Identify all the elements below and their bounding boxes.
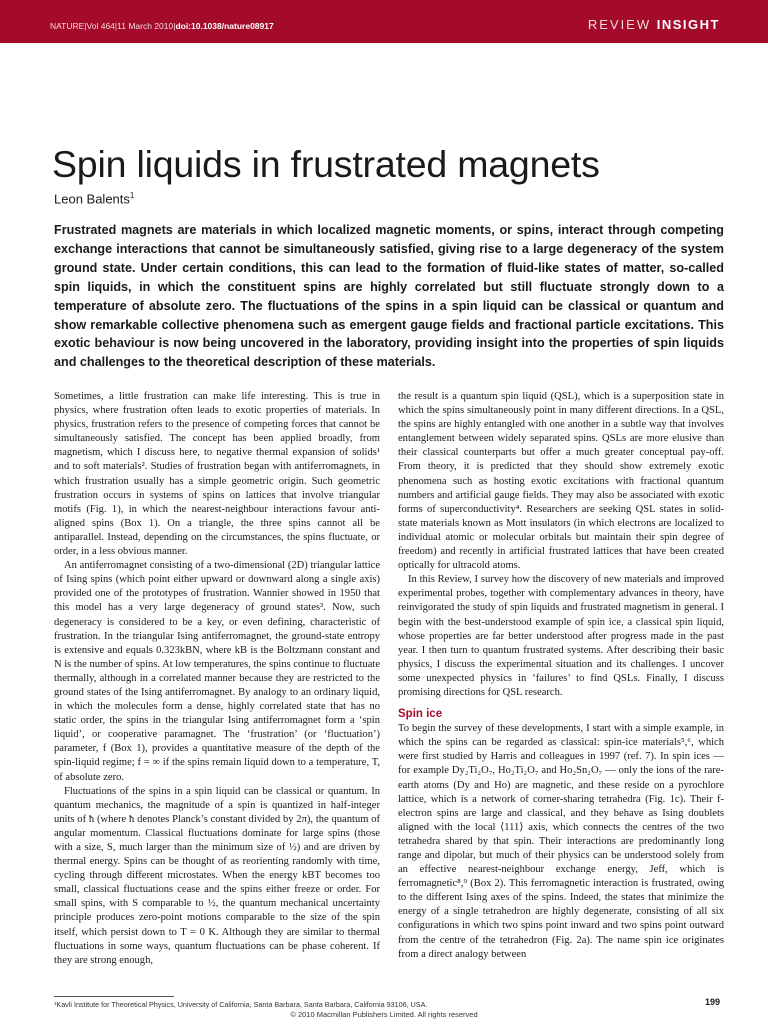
- body-paragraph: Fluctuations of the spins in a spin liquid can be classical or quantum. In quantum mechanics, the magnitude of a spin is quantized in half-integer units of ħ (where ħ denotes Planck’s constant divided by 2π), the quantum of angular momentum. Classical fluctuations dominate for large spins (those with a size, S, much larger than the minimum size of ½) and are driven by thermal energy. Spins can be thought of as reorienting randomly with time, cycling through different microstates. When the energy kBT becomes too small, classical fluctuations cease and the spins either freeze or order. For small spins, with S comparable to ½, the quantum mechanical uncertainty principle produces zero-point motions comparable to the size of the spin itself, which persist down to T = 0 K. Although they are similar to thermal fluctuations in some ways, quantum fluctuations can be phase coherent. If they are strong enough,: [54, 785, 380, 966]
- section-label: [588, 17, 720, 32]
- section-label-insight: INSIGHT: [656, 17, 720, 32]
- copyright-notice: © 2010 Macmillan Publishers Limited. All rights reserved: [290, 1010, 478, 1019]
- journal-volume: Vol 464: [86, 21, 115, 31]
- journal-date: 11 March 2010: [117, 21, 174, 31]
- doi-link[interactable]: doi:10.1038/nature08917: [175, 21, 274, 31]
- journal-citation: NATURE|Vol 464|11 March 2010|doi:10.1038/nature08917: [50, 21, 274, 31]
- author-affiliation-mark: 1: [129, 191, 135, 200]
- body-paragraph: In this Review, I survey how the discovery of new materials and improved experimental probes, together with complementary advances in theory, have reinvigorated the study of spin liquids and frustrated magnetism in general. I begin with the best-understood example of spin ice, a classical spin liquid, whose properties are far better understood after progress made in the past year. I then turn to quantum frustrated systems. After describing their basic physics, I discuss the experimental situation and its challenges. I uncover some unexpected physics in ‘failures’ to find QSLs. Finally, I discuss promising directions for QSL research.: [398, 574, 724, 698]
- author-name: Leon Balents: [54, 191, 130, 207]
- body-paragraph: To begin the survey of these developments, I start with a simple example, in which the spins can be regarded as classical: spin-ice materials⁵,⁶, which were first studied by Harris and colleagues in 1997 (ref. 7). In spin ices — for example Dy₂Ti₂O₇, Ho₂Ti₂O₇ and Ho₂Sn₂O₇ — only the ions of the rare-earth atoms (Dy and Ho) are magnetic, and these reside on a pyrochlore lattice, which is a network of corner-sharing tetrahedra (Fig. 1c). Their f-electron spins are large and classical, and they behave as Ising doublets aligned with the local ⟨111⟩ axis, which connects the centres of the two tetrahedra shared by that spin. Their interactions are predominantly long range and dipolar, but much of their physics can be understood solely from an effective nearest-neighbour exchange energy, Jeff, which is ferromagnetic⁸,⁹ (Box 2). This ferromagnetic interaction is frustrated, owing to the different Ising axes of the spins. Indeed, the states that minimize the energy of a single tetrahedron are highly degenerate, consisting of all six configurations in which two spins point inward and two spins point outward from the centre of the tetrahedron (Fig. 2a). The name spin ice originates from a direct analogy between: [398, 723, 724, 960]
- footnote-divider: [54, 996, 174, 997]
- section-label-review: REVIEW: [587, 17, 652, 32]
- article-author: [54, 191, 134, 206]
- body-paragraph: An antiferromagnet consisting of a two-dimensional (2D) triangular lattice of Ising spins (which point either upward or downward along a single axis) provided one of the prototypes of frustration. Wannier showed in 1950 that this model has a very large degeneracy of ground states³. Now, such degeneracy is considered to be a key, or even defining, characteristic of frustration. In the triangular Ising antiferromagnet, the ground-state entropy is extensive and equals 0.323kBN, where kB is the Boltzmann constant and N is the number of spins. At low temperatures, the spins continue to fluctuate thermally, although in a correlated manner because they are restricted to the ground states of the Ising antiferromagnet. By analogy to an ordinary liquid, in which the molecules form a dense, highly correlated state that has no static order, the spins in the triangular Ising antiferromagnet form a ‘spin liquid’, or cooperative paramagnet. The ‘frustration’ (or ‘fluctuation’) parameter, f (Box 1), provides a quantitative measure of the depth of the spin-liquid regime; f = ∞ if the spins remain liquid down to a temperature, T, of absolute zero.: [54, 560, 381, 783]
- header-banner: [0, 0, 768, 43]
- body-paragraph: Sometimes, a little frustration can make life interesting. This is true in physics, where frustration often leads to exotic properties of materials. In physics, frustration refers to the presence of competing forces that cannot be simultaneously satisfied. The concept has been applied broadly, from magnetism, which I discuss here, to negative thermal expansion of solids¹ and to soft materials². Studies of frustration began with antiferromagnets, in which frustration usually has a simple geometric origin. Such geometric frustration occurs in systems of spins on lattices that involve triangular motifs (Fig. 1), in which the nearest-neighbour interactions favour anti-aligned spins (Box 1). On a triangle, the three spins cannot all be antiparallel. Instead, depending on the circumstances, the spins fluctuate, or order, in a less obvious manner.: [54, 391, 380, 558]
- article-title: Spin liquids in frustrated magnets: [52, 143, 600, 185]
- body-column-left: [54, 390, 380, 968]
- body-paragraph: the result is a quantum spin liquid (QSL), which is a superposition state in which the spins simultaneously point in many different directions. In a QSL, the spins are highly entangled with one another in a subtle way that involves entanglement between widely separated spins. QSLs are more elusive than their classical counterparts but offer a much greater conceptual pay-off. From theory, it is predicted that they should show extremely exotic phenomena such as hosting exotic excitations with fractional quantum numbers and artificial gauge fields. They may also be associated with exotic forms of superconductivity⁴. Researchers are seeking QSL states in solid-state materials known as Mott insulators (in which electrons are localized to individual atomic or molecular orbitals but maintain their spin degree of freedom) and recently in artificial frustrated lattices that have been created optically for ultracold atoms.: [398, 391, 724, 572]
- affiliation-footnote: ¹Kavli Institute for Theoretical Physics, University of California, Santa Barbara, Santa Barbara, California 93106, USA.: [54, 1000, 428, 1009]
- page-number: 199: [704, 997, 720, 1007]
- journal-name: NATURE: [50, 21, 85, 31]
- article-abstract: Frustrated magnets are materials in which localized magnetic moments, or spins, interact through competing exchange interactions that cannot be simultaneously satisfied, giving rise to a large degeneracy of the system ground state. Under certain conditions, this can lead to the formation of fluid-like states of matter, so-called spin liquids, in which the constituent spins are highly correlated but still fluctuate strongly down to a temperature of absolute zero. The fluctuations of the spins in a spin liquid can be classical or quantum and show remarkable collective phenomena such as emergent gauge fields and fractional particle excitations. This exotic behaviour is now being uncovered in the laboratory, providing insight into the properties of spin liquids and challenges to the theoretical description of these materials.: [54, 223, 724, 370]
- body-column-right: [398, 390, 724, 962]
- section-heading-spin-ice: Spin ice: [398, 708, 443, 721]
